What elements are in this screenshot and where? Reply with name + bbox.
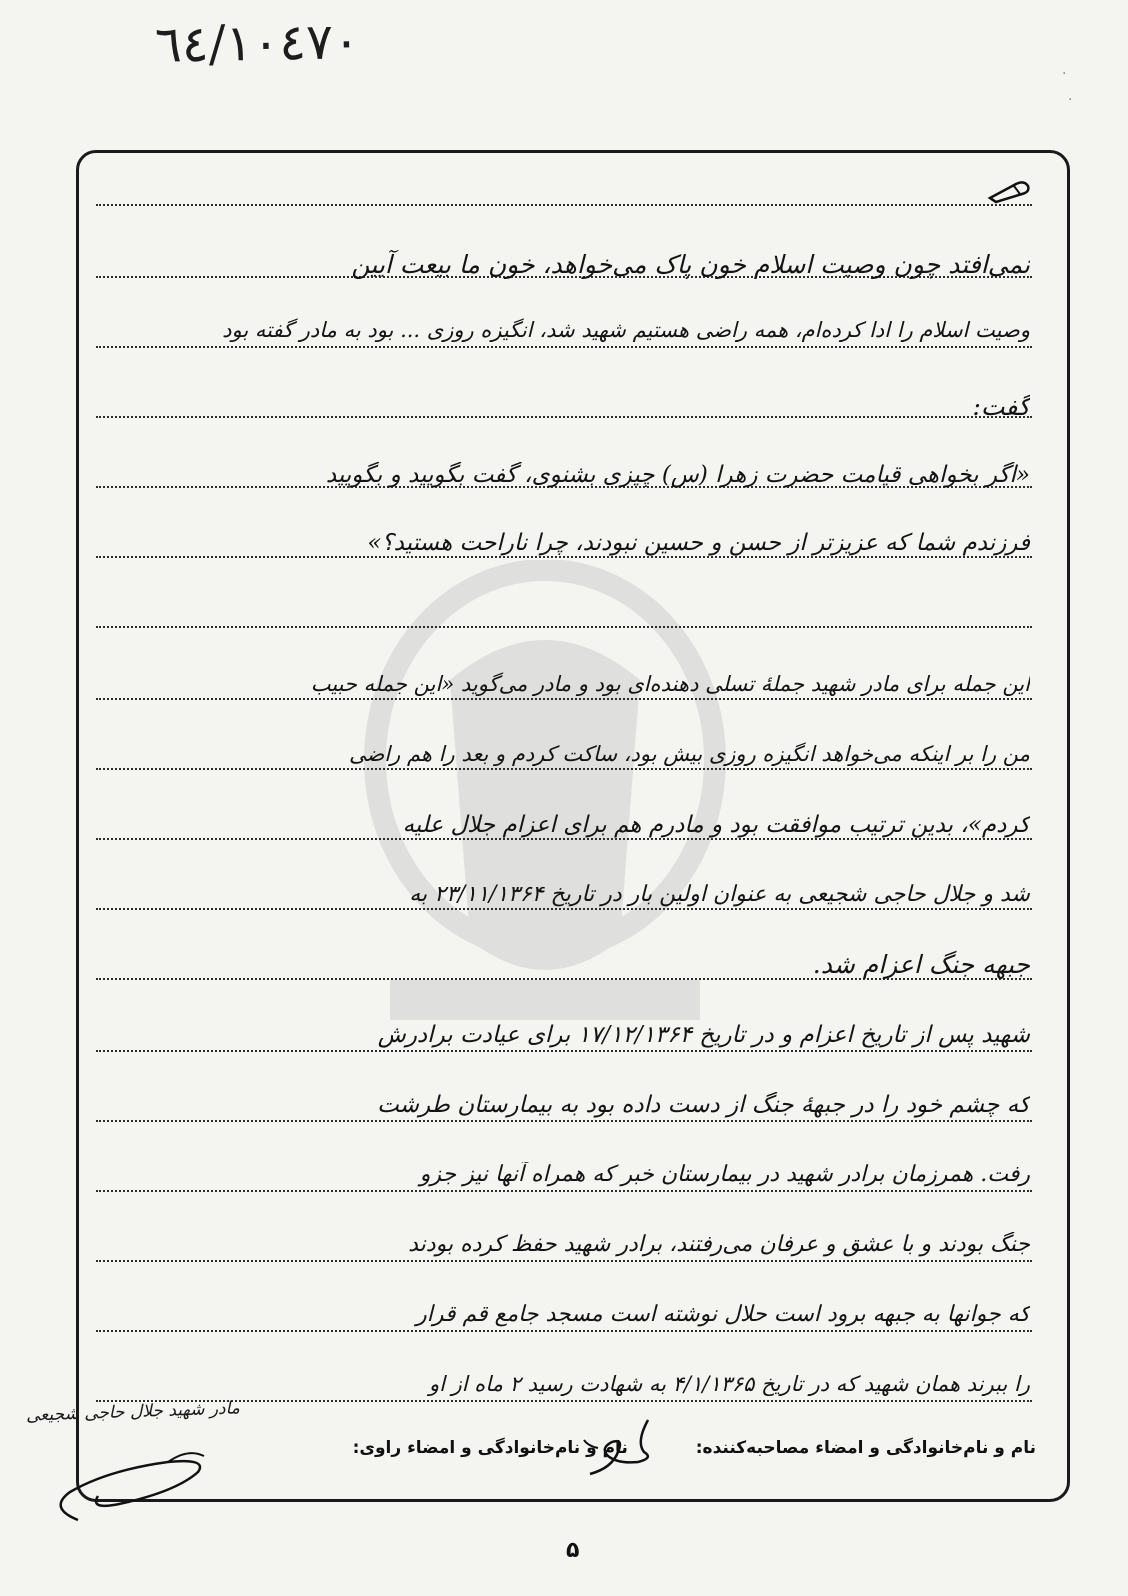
handwritten-line: را ببرند همان شهید که در تاریخ ۴/۱/۱۳۶۵ به شهادت رسید ۲ ماه از او (429, 1372, 1030, 1396)
file-number: ٦٤/١٠٤٧٠ (154, 12, 361, 74)
ruled-line (96, 1120, 1032, 1122)
interviewer-signature-label: نام و نام‌خانوادگی و امضاء مصاحبه‌کننده: (695, 1438, 1036, 1458)
page-number: ۵ (566, 1538, 580, 1563)
handwritten-line: رفت. همرزمان برادر شهید در بیمارستان خبر که همراه آنها نیز جزو (419, 1162, 1030, 1187)
handwritten-line: نمی‌افتد چون وصیت اسلام خون پاک می‌خواهد، خون ما بیعت آیین (351, 250, 1030, 279)
ruled-line (96, 1050, 1032, 1052)
pen-icon (986, 178, 1032, 204)
handwritten-line: که جوانها به جبهه برود است حلال نوشته است مسجد جامع قم قرار (416, 1302, 1030, 1327)
narrator-signature-block (8, 1400, 270, 1530)
ruled-line (96, 346, 1032, 348)
ruled-line (96, 838, 1032, 840)
ruled-line (96, 908, 1032, 910)
handwritten-line: که چشم خود را در جبههٔ جنگ از دست داده بود به بیمارستان طرشت (377, 1092, 1030, 1118)
narrator-name: مادر شهید جلال حاجی شجیعی (25, 1398, 241, 1426)
ruled-line (96, 1190, 1032, 1192)
ruled-line (96, 1260, 1032, 1262)
handwritten-line: کردم»، بدین ترتیب موافقت بود و مادرم هم برای اعزام جلال علیه (402, 812, 1030, 838)
handwritten-line: گفت: (972, 392, 1030, 421)
narrator-signature (8, 1400, 270, 1530)
handwritten-line: فرزندم شما که عزیزتر از حسن و حسین نبودند، چرا ناراحت هستید؟» (367, 530, 1030, 556)
handwritten-line: شهید پس از تاریخ اعزام و در تاریخ ۱۷/۱۲/۱۳۶۴ برای عیادت برادرش (377, 1022, 1030, 1048)
stray-mark: · (1068, 92, 1073, 108)
ruled-line (96, 1330, 1032, 1332)
handwritten-line: من را بر اینکه می‌خواهد انگیزه روزی بیش بود، ساکت کردم و بعد را هم راضی (348, 742, 1030, 766)
ruled-line (96, 626, 1032, 628)
signature-labels (353, 1438, 1036, 1458)
handwritten-line: شد و جلال حاجی شجیعی به عنوان اولین بار در تاریخ ۲۳/۱۱/۱۳۶۴ به (409, 882, 1030, 907)
stray-mark: · (1062, 66, 1067, 82)
narrator-signature-label: نام و نام‌خانوادگی و امضاء راوی: (352, 1438, 628, 1458)
ruled-line (96, 698, 1032, 700)
handwritten-line: وصیت اسلام را ادا کرده‌ام، همه راضی هستیم شهید شد، انگیزه روزی ... بود به مادر گفته بود (222, 318, 1030, 342)
handwritten-line: جنگ بودند و با عشق و عرفان می‌رفتند، برادر شهید حفظ کرده بودند (408, 1232, 1030, 1257)
handwritten-line: «اگر بخواهی قیامت حضرت زهرا (س) چیزی بشنوی، گفت بگویید و بگویید (325, 462, 1030, 488)
ruled-line (96, 556, 1032, 558)
interviewer-signature (578, 1412, 668, 1482)
handwritten-line: این جمله برای مادر شهید جملهٔ تسلی دهنده‌ای بود و مادر می‌گوید «این جمله حبیب (310, 672, 1030, 696)
ruled-line (96, 768, 1032, 770)
ruled-line (96, 204, 1032, 206)
handwritten-line: جبهه جنگ اعزام شد. (812, 950, 1030, 979)
